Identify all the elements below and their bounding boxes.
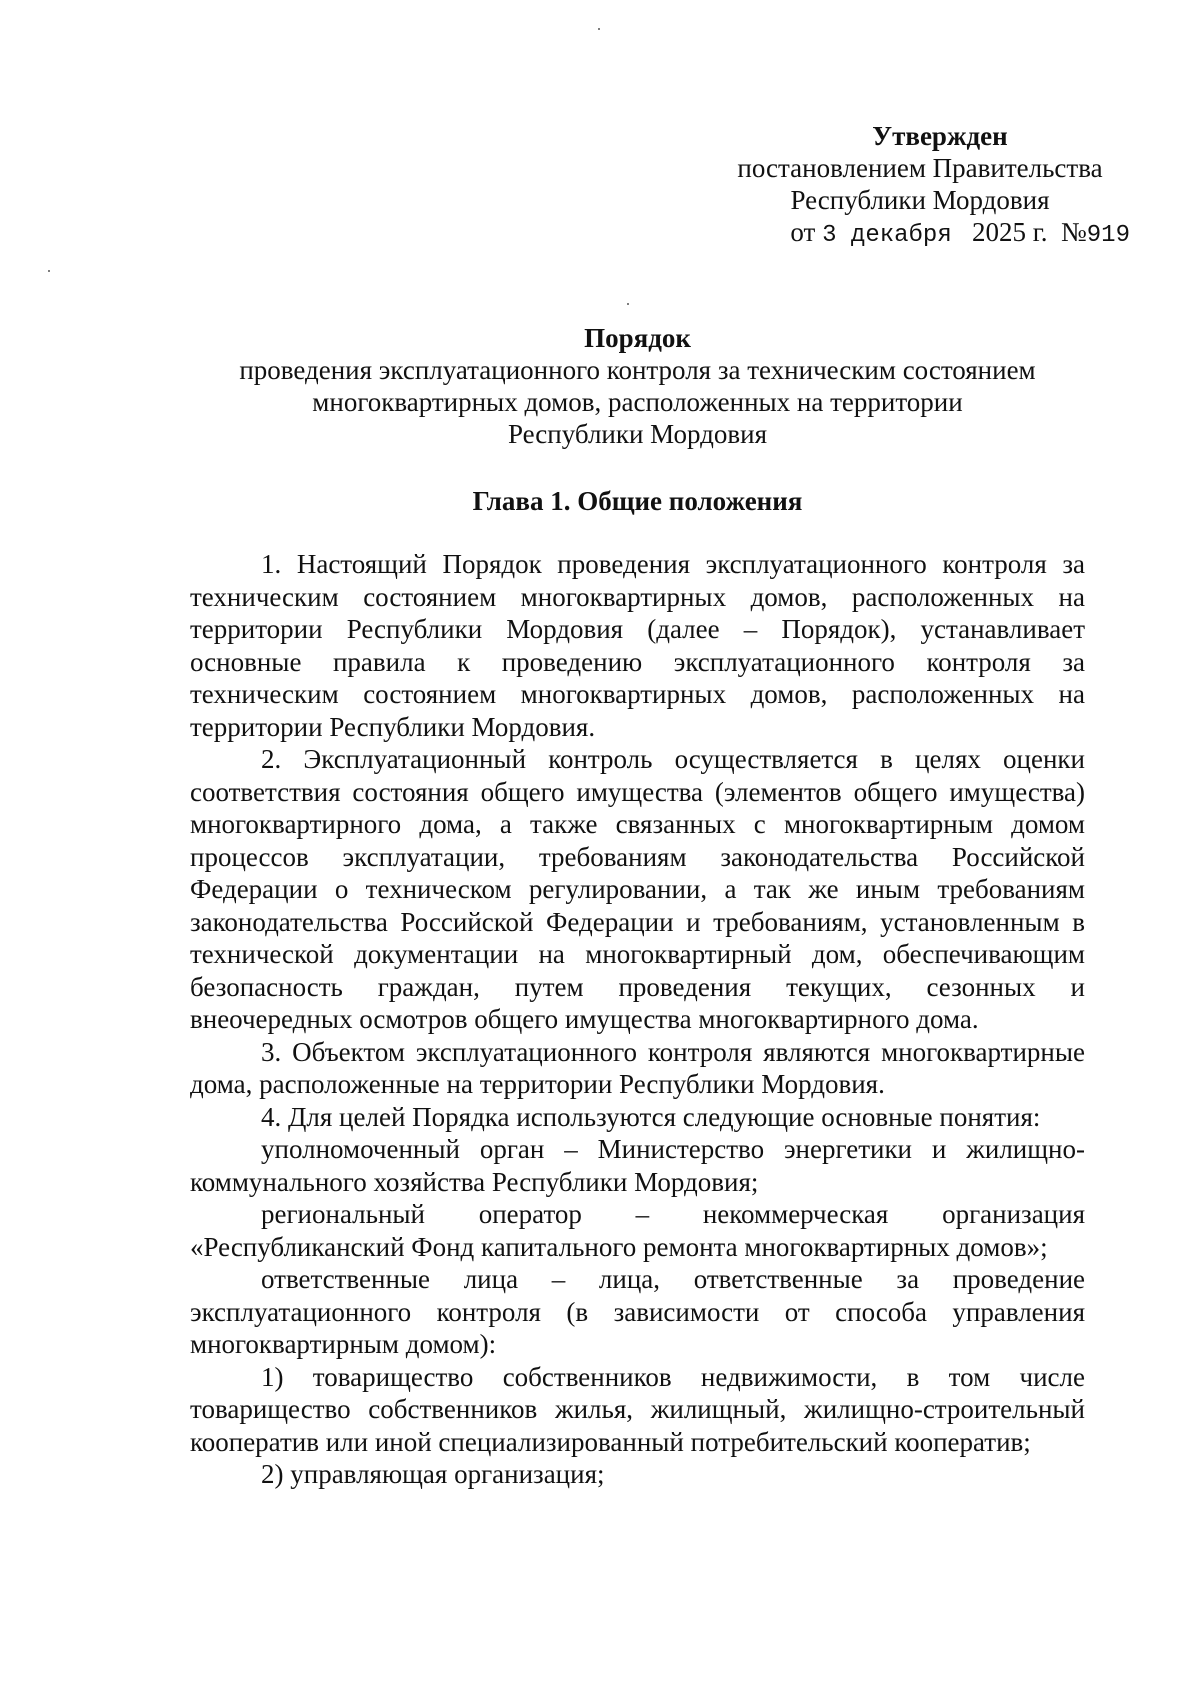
- definition-responsible-persons: ответственные лица – лица, ответственные за проведение эксплуатационного контроля (в зависимости от способа управления многоквартирным домом):: [190, 1264, 1085, 1359]
- definition-authorized-body: уполномоченный орган – Министерство энергетики и жилищно-коммунального хозяйства Республики Мордовия;: [190, 1134, 1085, 1197]
- approval-line-2: Республики Мордовия: [790, 185, 1050, 215]
- approval-date-handwritten: 3 декабря: [822, 222, 952, 249]
- approval-date-prefix: от: [790, 217, 816, 247]
- approval-number: 919: [1086, 222, 1130, 249]
- definition-regional-operator: региональный оператор – некоммерческая организация «Республиканский Фонд капитального ремонта многоквартирных домов»;: [190, 1199, 1085, 1262]
- document-heading: [190, 322, 1085, 450]
- chapter-title: Глава 1. Общие положения: [472, 486, 803, 516]
- list-item-1: 1) товарищество собственников недвижимости, в том числе товарищество собственников жилья, жилищный, жилищно-строительный кооператив или иной специализированный потребительский кооператив;: [190, 1361, 1085, 1457]
- approval-block: [700, 120, 1140, 252]
- document-subtitle-line-1: проведения эксплуатационного контроля за техническим состоянием: [239, 355, 1036, 385]
- approval-title: Утвержден: [872, 121, 1008, 151]
- paragraph-3: 3. Объектом эксплуатационного контроля являются многоквартирные дома, расположенные на территории Республики Мордовия.: [190, 1036, 1085, 1099]
- scan-speck: [627, 303, 629, 305]
- document-subtitle-line-3: Республики Мордовия: [507, 419, 768, 449]
- approval-year: 2025 г.: [971, 217, 1048, 247]
- scan-speck: [48, 270, 50, 272]
- document-title: Порядок: [584, 323, 691, 353]
- approval-line-1: постановлением Правительства: [737, 153, 1103, 183]
- approval-date: [700, 216, 1140, 252]
- approval-number-sign: №: [1061, 217, 1087, 247]
- document-body: [190, 548, 1085, 1491]
- paragraph-2: 2. Эксплуатационный контроль осуществляется в целях оценки соответствия состояния общего имущества (элементов общего имущества) многоквартирного дома, а также связанных с многоквартирным домом процессов эксплуатации, требованиям законодательства Российской Федерации о техническом регулировании, а так же иным требованиям законодательства Российской Федерации и требованиям, установленным в технической документации на многоквартирный дом, обеспечивающим безопасность граждан, путем проведения текущих, сезонных и внеочередных осмотров общего имущества многоквартирного дома.: [190, 744, 1085, 1034]
- paragraph-4: 4. Для целей Порядка используются следующие основные понятия:: [261, 1101, 1041, 1132]
- document-subtitle-line-2: многоквартирных домов, расположенных на территории: [312, 387, 963, 417]
- scan-speck: [598, 28, 600, 30]
- list-item-2: 2) управляющая организация;: [261, 1459, 605, 1489]
- paragraph-1: 1. Настоящий Порядок проведения эксплуатационного контроля за техническим состоянием многоквартирных домов, расположенных на территории Республики Мордовия (далее – Порядок), устанавливает основные правила к проведению эксплуатационного контроля за техническим состоянием многоквартирных домов, расположенных на территории Республики Мордовия.: [190, 549, 1085, 742]
